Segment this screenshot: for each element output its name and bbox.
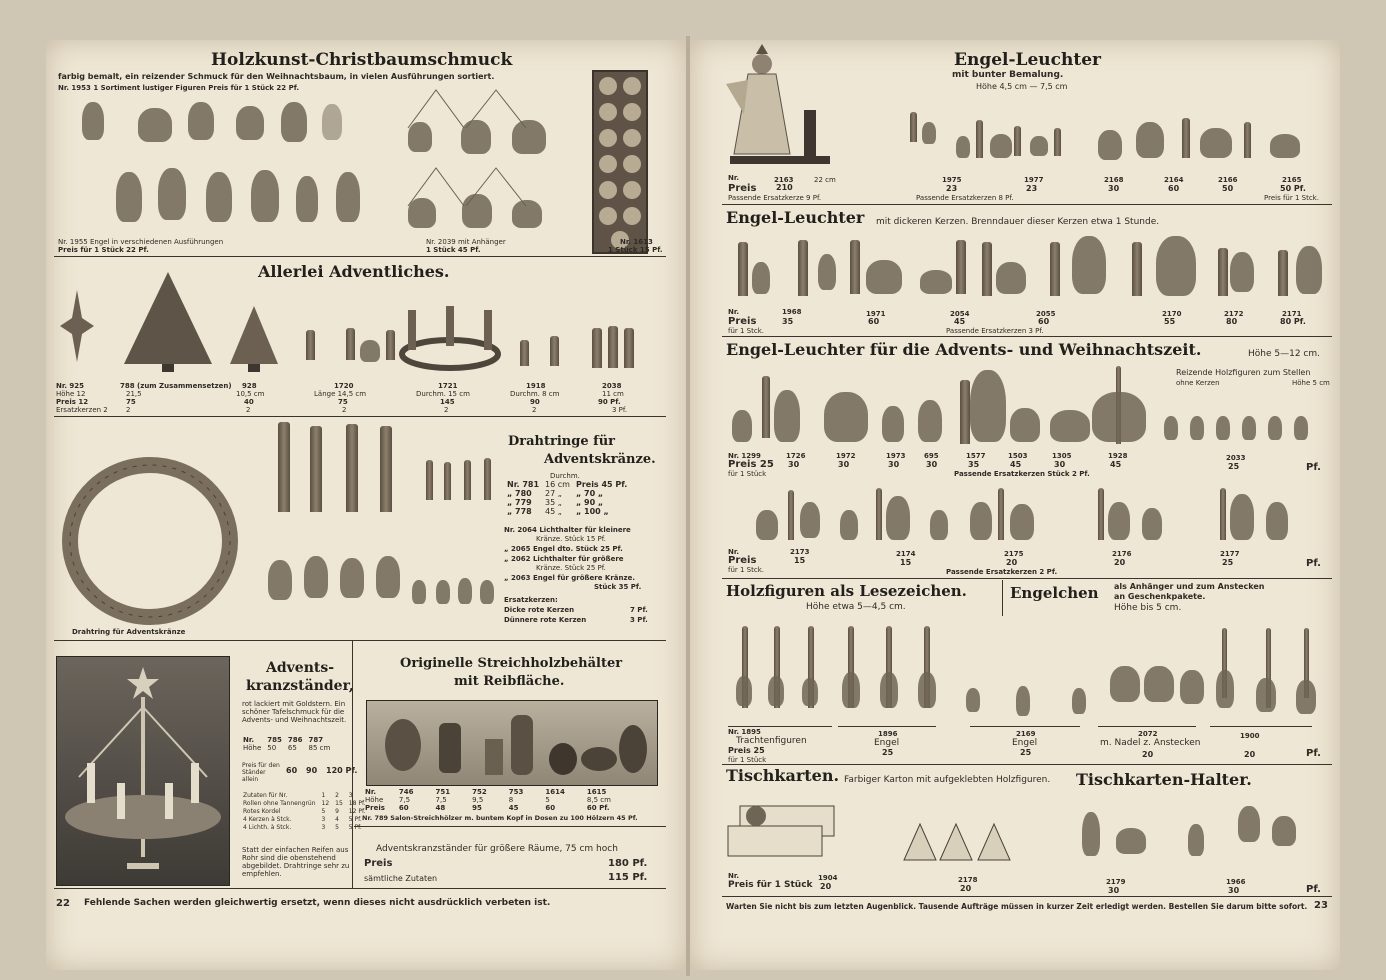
bracket-line: [838, 726, 936, 727]
row1-note-2: Passende Ersatzkerzen 8 Pf.: [916, 194, 1014, 202]
row4-nr: 2177: [1220, 550, 1240, 558]
advent-size: 11 cm: [602, 390, 624, 398]
larger-price-label: Preis: [364, 858, 393, 869]
match-789: Nr. 789 Salon-Streichhölzer m. buntem Kopf in Dosen zu 100 Hölzern 45 Pf.: [362, 814, 638, 822]
ersatz-1-price: 7 Pf.: [630, 606, 648, 614]
row2-stueck: für 1 Stck.: [728, 327, 764, 335]
wire-extra-4: „ 2062 Lichthalter für größere: [504, 555, 624, 563]
ornament-tile-panel: [592, 70, 648, 254]
engel-sub: mit bunter Bemalung.: [952, 70, 1064, 80]
advent-ersatz: 2: [444, 406, 449, 414]
row5-price: 25: [882, 748, 894, 757]
advent-size: Höhe 12: [56, 390, 86, 398]
row1-nr-label: Nr.: [728, 174, 739, 182]
engelchen-height: Höhe bis 5 cm.: [1114, 603, 1182, 613]
row4-price: 20: [1114, 558, 1126, 567]
divider: [54, 256, 666, 257]
stand-price-label: Preis für den Ständer allein: [242, 762, 280, 783]
row4-price-label: Preis: [728, 555, 757, 566]
advent-price: Preis 12: [56, 398, 89, 406]
row3-nr: 695: [924, 452, 939, 460]
advent-stand-photo: [56, 656, 230, 886]
divider-vertical: [1002, 580, 1003, 616]
row2-price: 60: [1038, 317, 1050, 326]
cell: 5: [545, 796, 550, 804]
cell: 60: [398, 804, 409, 812]
cell: 45: [508, 804, 519, 812]
cell: 9: [335, 808, 339, 815]
nr: Nr. 781: [507, 480, 540, 489]
advent-nr: Nr. 925: [56, 382, 85, 390]
price: „ 70 „: [575, 489, 604, 498]
advent-ersatz: 2: [126, 406, 131, 414]
ersatz-title: Ersatzkerzen:: [504, 596, 558, 604]
divider: [722, 578, 1332, 579]
row3-price: 30: [926, 460, 938, 469]
table-row: [240, 792, 369, 800]
diam: 35 „: [545, 498, 562, 507]
row3-nr: 1972: [836, 452, 856, 460]
row2-nr-label: Nr.: [728, 308, 739, 316]
stand-zutaten-table: [240, 792, 369, 832]
row4-stueck: für 1 Stck.: [728, 566, 764, 574]
divider: [722, 896, 1332, 897]
row5-name: Engel: [1012, 738, 1038, 748]
row4-nr: 2176: [1112, 550, 1132, 558]
table-row: [362, 804, 622, 812]
wire-extra-6: „ 2063 Engel für größere Kränze.: [504, 574, 635, 582]
row2-nr: 2055: [1036, 310, 1056, 318]
row3-price: 30: [888, 460, 900, 469]
row1-note: Passende Ersatzkerze 9 Pf.: [728, 194, 822, 202]
row1-nr: 1975: [942, 176, 962, 184]
sortiment-line: Nr. 1953 1 Sortiment lustiger Figuren Preis für 1 Stück 22 Pf.: [58, 84, 300, 92]
row6-nr: 1966: [1226, 878, 1246, 886]
cell: 1614: [545, 788, 565, 796]
row5-price: 25: [1020, 748, 1032, 757]
table-row: [240, 824, 369, 832]
row2-nr: 2170: [1162, 310, 1182, 318]
advent-size: 21,5: [126, 390, 142, 398]
row4-note: Passende Ersatzkerzen 2 Pf.: [946, 568, 1058, 576]
row1-nr: 2163: [774, 176, 794, 184]
row4-price: 25: [1222, 558, 1234, 567]
advent-nr: 788 (zum Zusammensetzen): [120, 382, 232, 390]
cell: 15: [335, 800, 343, 807]
table-row: [240, 800, 369, 808]
row2-nr: 1968: [782, 308, 802, 316]
cell: Nr.: [243, 736, 254, 744]
row2-price: 80 Pf.: [1280, 317, 1306, 326]
stand-price-3: 120 Pf.: [326, 766, 358, 775]
footer-text: Fehlende Sachen werden gleichwertig ersetzt, wenn dieses nicht ausdrücklich verbeten ist.: [84, 898, 551, 908]
cell: Nr.: [365, 788, 376, 796]
cell: 5: [321, 808, 326, 815]
page-number: 22: [56, 898, 70, 909]
row4-price: 20: [1006, 558, 1018, 567]
weih-title: Engel-Leuchter für die Advents- und Weihnachtszeit.: [726, 340, 1202, 359]
cell: 4 Lichth. à Stck.: [243, 824, 292, 831]
row6-price-label: Preis für 1 Stück: [728, 880, 813, 890]
zutaten-price: 115 Pf.: [608, 872, 648, 883]
advent-ersatz: 3 Pf.: [612, 406, 628, 414]
match-table: [362, 788, 622, 812]
divider: [54, 416, 666, 417]
row6-price: 30: [1228, 886, 1240, 895]
cell: 48: [435, 804, 446, 812]
item-1613-label: Nr. 1613: [620, 238, 653, 246]
stand-title-1: Advents-: [266, 660, 335, 676]
stand-price-1: 60: [286, 766, 298, 775]
nr: „ 778: [507, 507, 532, 516]
row1-price-label: Preis: [728, 183, 757, 194]
advent-nr: 1721: [438, 382, 458, 390]
wire-rings-table: [504, 480, 630, 516]
divider: [54, 888, 666, 889]
row6-nr-label: Nr.: [728, 872, 739, 880]
row1-nr: 2165: [1282, 176, 1302, 184]
ersatz-2-price: 3 Pf.: [630, 616, 648, 624]
row5-name: Trachtenfiguren: [736, 736, 807, 746]
row5-pf: Pf.: [1306, 748, 1321, 759]
row1-price: 23: [1026, 184, 1038, 193]
row6-nr: 2178: [958, 876, 978, 884]
cell: 785: [267, 736, 282, 744]
lese-height: Höhe etwa 5—4,5 cm.: [806, 602, 906, 612]
advent-size: Durchm. 8 cm: [510, 390, 560, 398]
row5-name: m. Nadel z. Anstecken: [1100, 738, 1201, 748]
row2-price: 80: [1226, 317, 1238, 326]
lese-title: Holzfiguren als Lesezeichen.: [726, 582, 967, 600]
row3-stueck: für 1 Stück: [728, 470, 767, 478]
cell: 3: [348, 792, 353, 799]
cell: 5 Pf.: [348, 824, 362, 831]
cell: 2: [335, 792, 339, 799]
page-title: Holzkunst-Christbaumschmuck: [211, 50, 513, 70]
row1-price: 50: [1222, 184, 1234, 193]
engelchen-title: Engelchen: [1010, 584, 1099, 602]
stand-title-2: kranzständer,: [246, 678, 354, 694]
cell: 8: [508, 796, 514, 804]
table-row: [240, 744, 333, 752]
match-title-1: Originelle Streichholzbehälter: [400, 656, 623, 671]
cell: Rollen ohne Tannengrün: [243, 800, 316, 807]
cell: 18 Pf.: [348, 800, 366, 807]
row3-nr: 2033: [1226, 454, 1246, 462]
row6-pf: Pf.: [1306, 884, 1321, 895]
cell: 3: [321, 816, 326, 823]
advent-ersatz: 2: [246, 406, 251, 414]
row5-price: 20: [1244, 750, 1256, 759]
wire-extra-5: Kränze. Stück 25 Pf.: [536, 564, 606, 572]
advent-nr: 1918: [526, 382, 546, 390]
advent-size: Durchm. 15 cm: [416, 390, 470, 398]
row1-price: 210: [776, 183, 793, 192]
divider: [54, 640, 666, 641]
divider: [722, 336, 1332, 337]
row3-note: Passende Ersatzkerzen Stück 2 Pf.: [954, 470, 1090, 478]
cell: 753: [508, 788, 524, 796]
wire-extra-7: Stück 35 Pf.: [594, 583, 642, 591]
row6-price: 20: [960, 884, 972, 893]
row2-price: 55: [1164, 317, 1176, 326]
row5-nr: 2072: [1138, 730, 1158, 738]
cell: 65: [287, 744, 297, 752]
table-row: [362, 788, 622, 796]
cell: 7,5: [398, 796, 411, 804]
advent-title: Allerlei Adventliches.: [258, 262, 450, 281]
cell: 786: [287, 736, 303, 744]
tisch-title: Tischkarten.: [726, 766, 840, 785]
row1-price: 60: [1168, 184, 1180, 193]
advent-price: 90: [530, 398, 540, 406]
wire-rings-title-1: Drahtringe für: [508, 434, 616, 449]
diam: 45 „: [545, 507, 562, 516]
advent-price: 145: [440, 398, 455, 406]
footer-text: Warten Sie nicht bis zum letzten Augenblick. Tausende Aufträge müssen in kurzer Zeit erledigt werden. Bestellen Sie darum bitte sofort.: [726, 902, 1308, 911]
bracket-line: [1210, 726, 1312, 727]
divider: [354, 826, 666, 827]
cell: Zutaten für Nr.: [243, 792, 288, 799]
cell: 1: [321, 792, 326, 799]
advent-ersatz: Ersatzkerzen 2: [56, 406, 108, 414]
right-page: [690, 40, 1340, 970]
advent-nr: 1720: [334, 382, 354, 390]
cell: 5: [335, 824, 339, 831]
row5-name: Engel: [874, 738, 900, 748]
cell: 746: [398, 788, 414, 796]
zutaten-label: sämtliche Zutaten: [364, 874, 438, 883]
advent-ersatz: 2: [532, 406, 537, 414]
row3-price: 45: [1110, 460, 1122, 469]
row2-nr: 2171: [1282, 310, 1302, 318]
stand-desc: rot lackiert mit Goldstern. Ein schöner Tafelschmuck für die Advents- und Weihnachtszeit.: [242, 700, 347, 724]
row2-price: 45: [954, 317, 966, 326]
price: „ 100 „: [575, 507, 609, 516]
row3-nr: 1726: [786, 452, 806, 460]
cell: Höhe: [365, 796, 384, 804]
row3-price: 30: [838, 460, 850, 469]
weih-ohne: ohne Kerzen: [1176, 379, 1220, 387]
row3-price: 35: [968, 460, 980, 469]
tisch-sub: Farbiger Karton mit aufgeklebten Holzfiguren.: [844, 775, 1051, 785]
row5-nr: Nr. 1895: [728, 728, 761, 736]
advent-ersatz: 2: [342, 406, 347, 414]
dick-sub: mit dickeren Kerzen. Brenndauer dieser Kerzen etwa 1 Stunde.: [876, 217, 1160, 227]
row2-price: 60: [868, 317, 880, 326]
cell: 50: [267, 744, 277, 752]
table-row: [504, 498, 630, 507]
advent-size: 10,5 cm: [236, 390, 265, 398]
row3-nr: 1928: [1108, 452, 1128, 460]
row3-price: 45: [1010, 460, 1022, 469]
item-1955-price: Preis für 1 Stück 22 Pf.: [58, 246, 149, 254]
divider: [722, 764, 1332, 765]
engel-title: Engel-Leuchter: [954, 50, 1101, 70]
match-title-2: mit Reibfläche.: [454, 674, 565, 689]
cell: 4 Kerzen à Stck.: [243, 816, 292, 823]
row2-price: 35: [782, 317, 794, 326]
row2-nr: 2054: [950, 310, 970, 318]
row4-price: 15: [900, 558, 912, 567]
item-1955-label: Nr. 1955 Engel in verschiedenen Ausführungen: [58, 238, 224, 246]
cell: Rotes Kordel: [243, 808, 281, 815]
row4-price: 15: [794, 556, 806, 565]
row1-note-3: Preis für 1 Stck.: [1264, 194, 1319, 202]
row4-nr: 2173: [790, 548, 810, 556]
row2-note: Passende Ersatzkerzen 3 Pf.: [946, 327, 1044, 335]
row5-nr: 1900: [1240, 732, 1260, 740]
table-row: [240, 816, 369, 824]
wire-rings-head: Durchm.: [550, 472, 580, 480]
row4-nr-label: Nr.: [728, 548, 739, 556]
item-2039-price: 1 Stück 45 Pf.: [426, 246, 481, 254]
wire-ring-caption: Drahtring für Adventskränze: [72, 628, 186, 636]
table-row: [504, 507, 630, 516]
hanger-wires: [406, 88, 556, 208]
bracket-line: [970, 726, 1080, 727]
table-row: [362, 796, 622, 804]
row3-price: 30: [1054, 460, 1066, 469]
advent-price: 40: [244, 398, 254, 406]
larger-stand: Adventskranzständer für größere Räume, 75 cm hoch: [376, 844, 618, 854]
row6-nr: 2179: [1106, 878, 1126, 886]
row3-nr: 1577: [966, 452, 986, 460]
weih-height: Höhe 5—12 cm.: [1248, 349, 1320, 359]
row2-nr: 2172: [1224, 310, 1244, 318]
engel-height: Höhe 4,5 cm — 7,5 cm: [976, 82, 1068, 91]
cell: 8,5 cm: [586, 796, 611, 804]
row3-nr: 1973: [886, 452, 906, 460]
cell: 60 Pf.: [586, 804, 610, 812]
cell: 751: [435, 788, 451, 796]
ersatz-1: Dicke rote Kerzen: [504, 606, 575, 614]
larger-price: 180 Pf.: [608, 858, 648, 869]
cell: 4: [335, 816, 339, 823]
price: „ 90 „: [575, 498, 604, 507]
cell: 5 Pf.: [348, 816, 362, 823]
row3-nr: 1503: [1008, 452, 1028, 460]
nr: „ 780: [507, 489, 532, 498]
cell: 787: [308, 736, 324, 744]
diam: 27 „: [545, 489, 562, 498]
row6-price: 30: [1108, 886, 1120, 895]
cell: Preis: [365, 804, 385, 812]
engelchen-sub-1: als Anhänger und zum Anstecken: [1114, 582, 1265, 591]
halter-title: Tischkarten-Halter.: [1076, 770, 1252, 789]
cell: 3: [321, 824, 326, 831]
cell: 7,5: [435, 796, 447, 804]
row3-price: 25: [1228, 462, 1240, 471]
stand-price-2: 90: [306, 766, 318, 775]
cell: 85 cm: [308, 744, 331, 752]
advent-size: Länge 14,5 cm: [314, 390, 367, 398]
match-holders-photo: [366, 700, 658, 786]
advent-nr: 2038: [602, 382, 622, 390]
table-row: [240, 808, 369, 816]
row6-price: 20: [820, 882, 832, 891]
row4-nr: 2174: [896, 550, 916, 558]
price: Preis 45 Pf.: [575, 480, 628, 489]
table-row: [504, 480, 630, 489]
row3-nr: Nr. 1299: [728, 452, 761, 460]
row3-nr: 1305: [1052, 452, 1072, 460]
row1-nr: 1977: [1024, 176, 1044, 184]
nr: „ 779: [507, 498, 532, 507]
row5-stueck: für 1 Stück: [728, 756, 767, 764]
row5-price: Preis 25: [728, 746, 765, 755]
row1-price: 50 Pf.: [1280, 184, 1306, 193]
row2-nr: 1971: [866, 310, 886, 318]
wire-extra-3: „ 2065 Engel dto. Stück 25 Pf.: [504, 545, 623, 553]
weih-reizende: Reizende Holzfiguren zum Stellen: [1176, 368, 1311, 377]
dick-title: Engel-Leuchter: [726, 208, 865, 227]
advent-nr: 928: [242, 382, 257, 390]
row1-nr: 2168: [1104, 176, 1124, 184]
wire-extra-2: Kränze. Stück 15 Pf.: [536, 535, 606, 543]
left-page: [46, 40, 686, 970]
row5-price: 20: [1142, 750, 1154, 759]
weih-hoehe5: Höhe 5 cm: [1292, 379, 1330, 387]
advent-price: 90 Pf.: [598, 398, 621, 406]
wire-rings-title-2: Adventskränze.: [544, 452, 656, 467]
cell: 1615: [586, 788, 607, 796]
row2-price-label: Preis: [728, 316, 757, 327]
bracket-line: [1098, 726, 1196, 727]
row3-pf: Pf.: [1306, 462, 1321, 473]
advent-price: 75: [126, 398, 136, 406]
row1-price: 30: [1108, 184, 1120, 193]
row3-price: Preis 25: [728, 459, 774, 470]
row1-price: 23: [946, 184, 958, 193]
divider: [722, 204, 1332, 205]
wire-extra-1: Nr. 2064 Lichthalter für kleinere: [504, 526, 631, 534]
cell: 9,5: [472, 796, 484, 804]
table-row: [240, 736, 333, 744]
cell: 12 Pf.: [348, 808, 366, 815]
bracket-line: [728, 726, 832, 727]
ersatz-2: Dünnere rote Kerzen: [504, 616, 587, 624]
row1-extra: 22 cm: [814, 176, 836, 184]
row6-nr: 1904: [818, 874, 838, 882]
table-row: [504, 489, 630, 498]
row4-pf: Pf.: [1306, 558, 1321, 569]
item-1613-price: 1 Stück 15 Pf.: [608, 246, 663, 254]
engelchen-sub-2: an Geschenkpakete.: [1114, 592, 1206, 601]
cell: 60: [545, 804, 556, 812]
cell: 95: [472, 804, 482, 812]
cell: 12: [321, 800, 330, 807]
row3-price: 30: [788, 460, 800, 469]
cell: Höhe: [243, 744, 262, 752]
row1-nr: 2166: [1218, 176, 1238, 184]
stand-size-table: [240, 736, 333, 752]
subtitle: farbig bemalt, ein reizender Schmuck für den Weihnachtsbaum, in vielen Ausführungen sortiert.: [58, 72, 495, 81]
row5-nr: 1896: [878, 730, 898, 738]
row5-nr: 2169: [1016, 730, 1036, 738]
wire-ring-image: [60, 456, 240, 626]
item-2039-label: Nr. 2039 mit Anhänger: [426, 238, 506, 246]
page-number: 23: [1314, 900, 1328, 911]
row1-nr: 2164: [1164, 176, 1184, 184]
cell: 752: [472, 788, 487, 796]
advent-price: 75: [338, 398, 348, 406]
diam: 16 cm: [545, 480, 570, 489]
stand-note: Statt der einfachen Reifen aus Rohr sind die obenstehend abgebildet. Drahtringe sehr zu empfehlen.: [242, 846, 350, 878]
row4-nr: 2175: [1004, 550, 1024, 558]
